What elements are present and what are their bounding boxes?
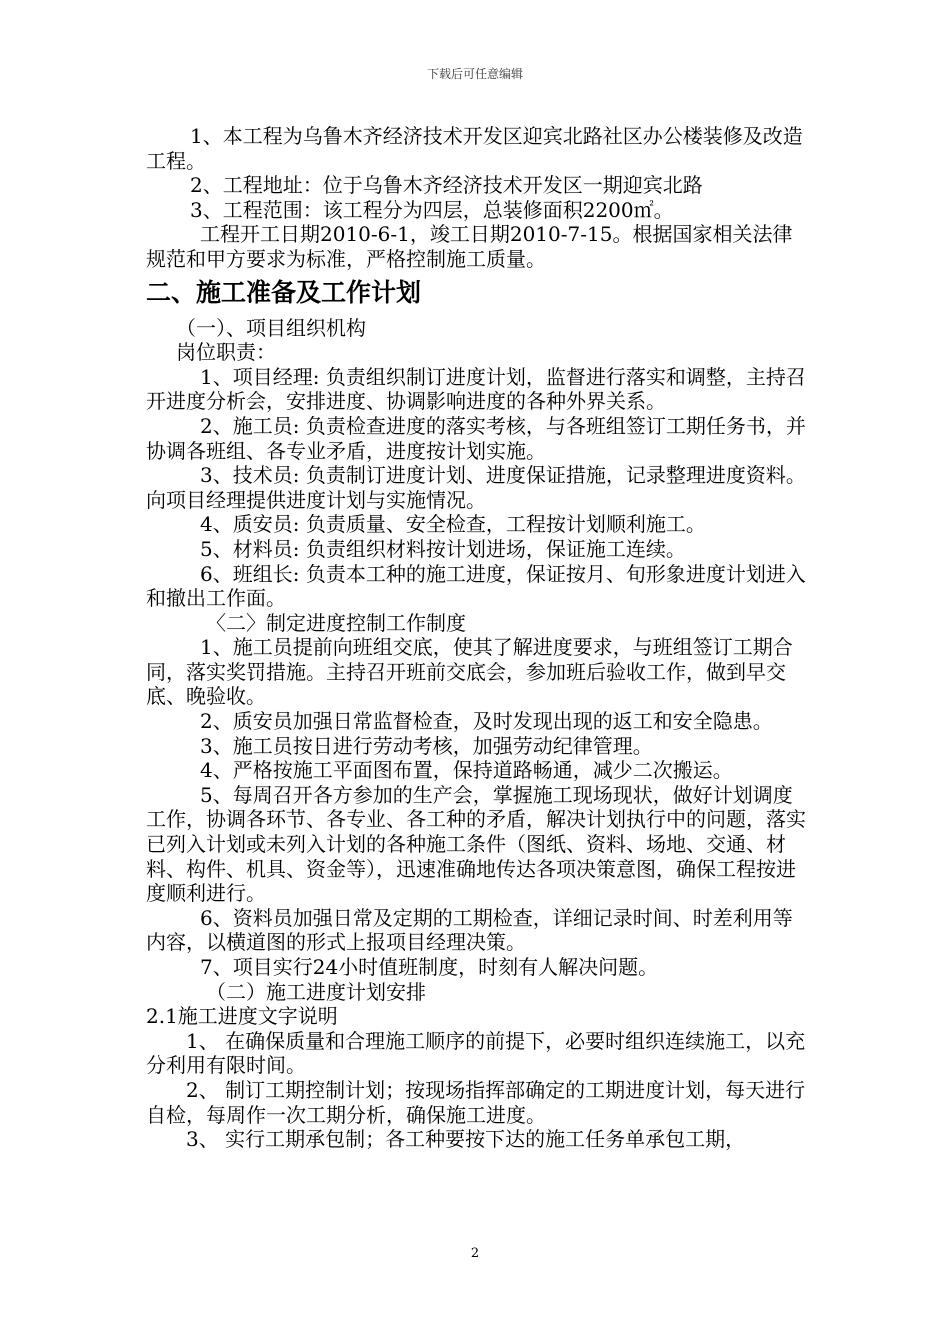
subsection-title: （一）、项目组织机构 (176, 315, 366, 340)
list-item: 1、 在确保质量和合理施工顺序的前提下，必要时组织连续施工，以充分利用有限时间。 (146, 1028, 806, 1078)
list-item: 2、质安员加强日常监督检查，及时发现出现的返工和安全隐患。 (200, 709, 773, 734)
list-item: 5、材料员: 负责组织材料按计划进场，保证施工连续。 (200, 536, 686, 561)
list-item: 3、施工员按日进行劳动考核，加强劳动纪律管理。 (200, 733, 653, 758)
list-item: 3、 实行工期承包制；各工种要按下达的施工任务单承包工期， (186, 1127, 746, 1152)
subsection-title: （二）施工进度计划安排 (206, 979, 426, 1004)
list-item: 3、技术员: 负责制订进度计划、进度保证措施，记录整理进度资料。向项目经理提供进度计划与实施情况。 (146, 463, 806, 512)
document-body (146, 124, 806, 1152)
list-item: 2、施工员: 负责检查进度的落实考核，与各班组签订工期任务书，并协调各班组、各专业矛盾，进度按计划实施。 (146, 413, 806, 463)
paragraph: 3、工程范围：该工程分为四层，总装修面积2200㎡。 (190, 197, 674, 222)
list-item: 7、项目实行24小时值班制度，时刻有人解决问题。 (200, 955, 659, 979)
list-item: 4、质安员: 负责质量、安全检查，工程按计划顺利施工。 (200, 512, 706, 537)
header-note: 下载后可任意编辑 (426, 67, 523, 81)
list-item: 1、施工员提前向班组交底，使其了解进度要求，与班组签订工期合同，落实奖罚措施。主持召开班前交底会，参加班后验收工作，做到早交底、晚验收。 (146, 635, 793, 709)
list-item: 6、资料员加强日常及定期的工期检查，详细记录时间、时差利用等内容，以横道图的形式上报项目经理决策。 (146, 905, 793, 955)
section-heading: 二、施工准备及工作计划 (146, 277, 422, 307)
subsection-title: 2.1施工进度文字说明 (146, 1004, 338, 1029)
page-number: 2 (470, 1246, 480, 1261)
list-item: 1、项目经理: 负责组织制订进度计划，监督进行落实和调整，主持召开进度分析会，安排进度、协调影响进度的各种外界关系。 (146, 364, 806, 414)
list-item: 5、每周召开各方参加的生产会，掌握施工现场现状，做好计划调度工作，协调各环节、各专业、各工种的矛盾，解决计划执行中的问题，落实已列入计划或未列入计划的各种施工条件（图纸、资料、场地、交通、材料、构件、机具、资金等），迅速准确地传达各项决策意图，确保工程按进度顺利进行。 (146, 782, 806, 906)
paragraph: 1、本工程为乌鲁木齐经济技术开发区迎宾北路社区办公楼装修及改造工程。 (146, 124, 803, 173)
subsection-title: 〈二〉制定进度控制工作制度 (206, 610, 466, 635)
paragraph: 工程开工日期2010-6-1，竣工日期2010-7-15。根据国家相关法律规范和甲方要求为标准，严格控制施工质量。 (146, 222, 793, 271)
label-line: 岗位职责： (176, 340, 276, 365)
list-item: 2、 制订工期控制计划；按现场指挥部确定的工期进度计划，每天进行自检，每周作一次工期分析，确保施工进度。 (146, 1077, 806, 1127)
list-item: 4、严格按施工平面图布置，保持道路畅通，减少二次搬运。 (200, 758, 733, 783)
paragraph: 2、工程地址：位于乌鲁木齐经济技术开发区一期迎宾北路 (190, 173, 703, 198)
list-item: 6、班组长: 负责本工种的施工进度，保证按月、旬形象进度计划进入和撤出工作面。 (146, 561, 806, 611)
